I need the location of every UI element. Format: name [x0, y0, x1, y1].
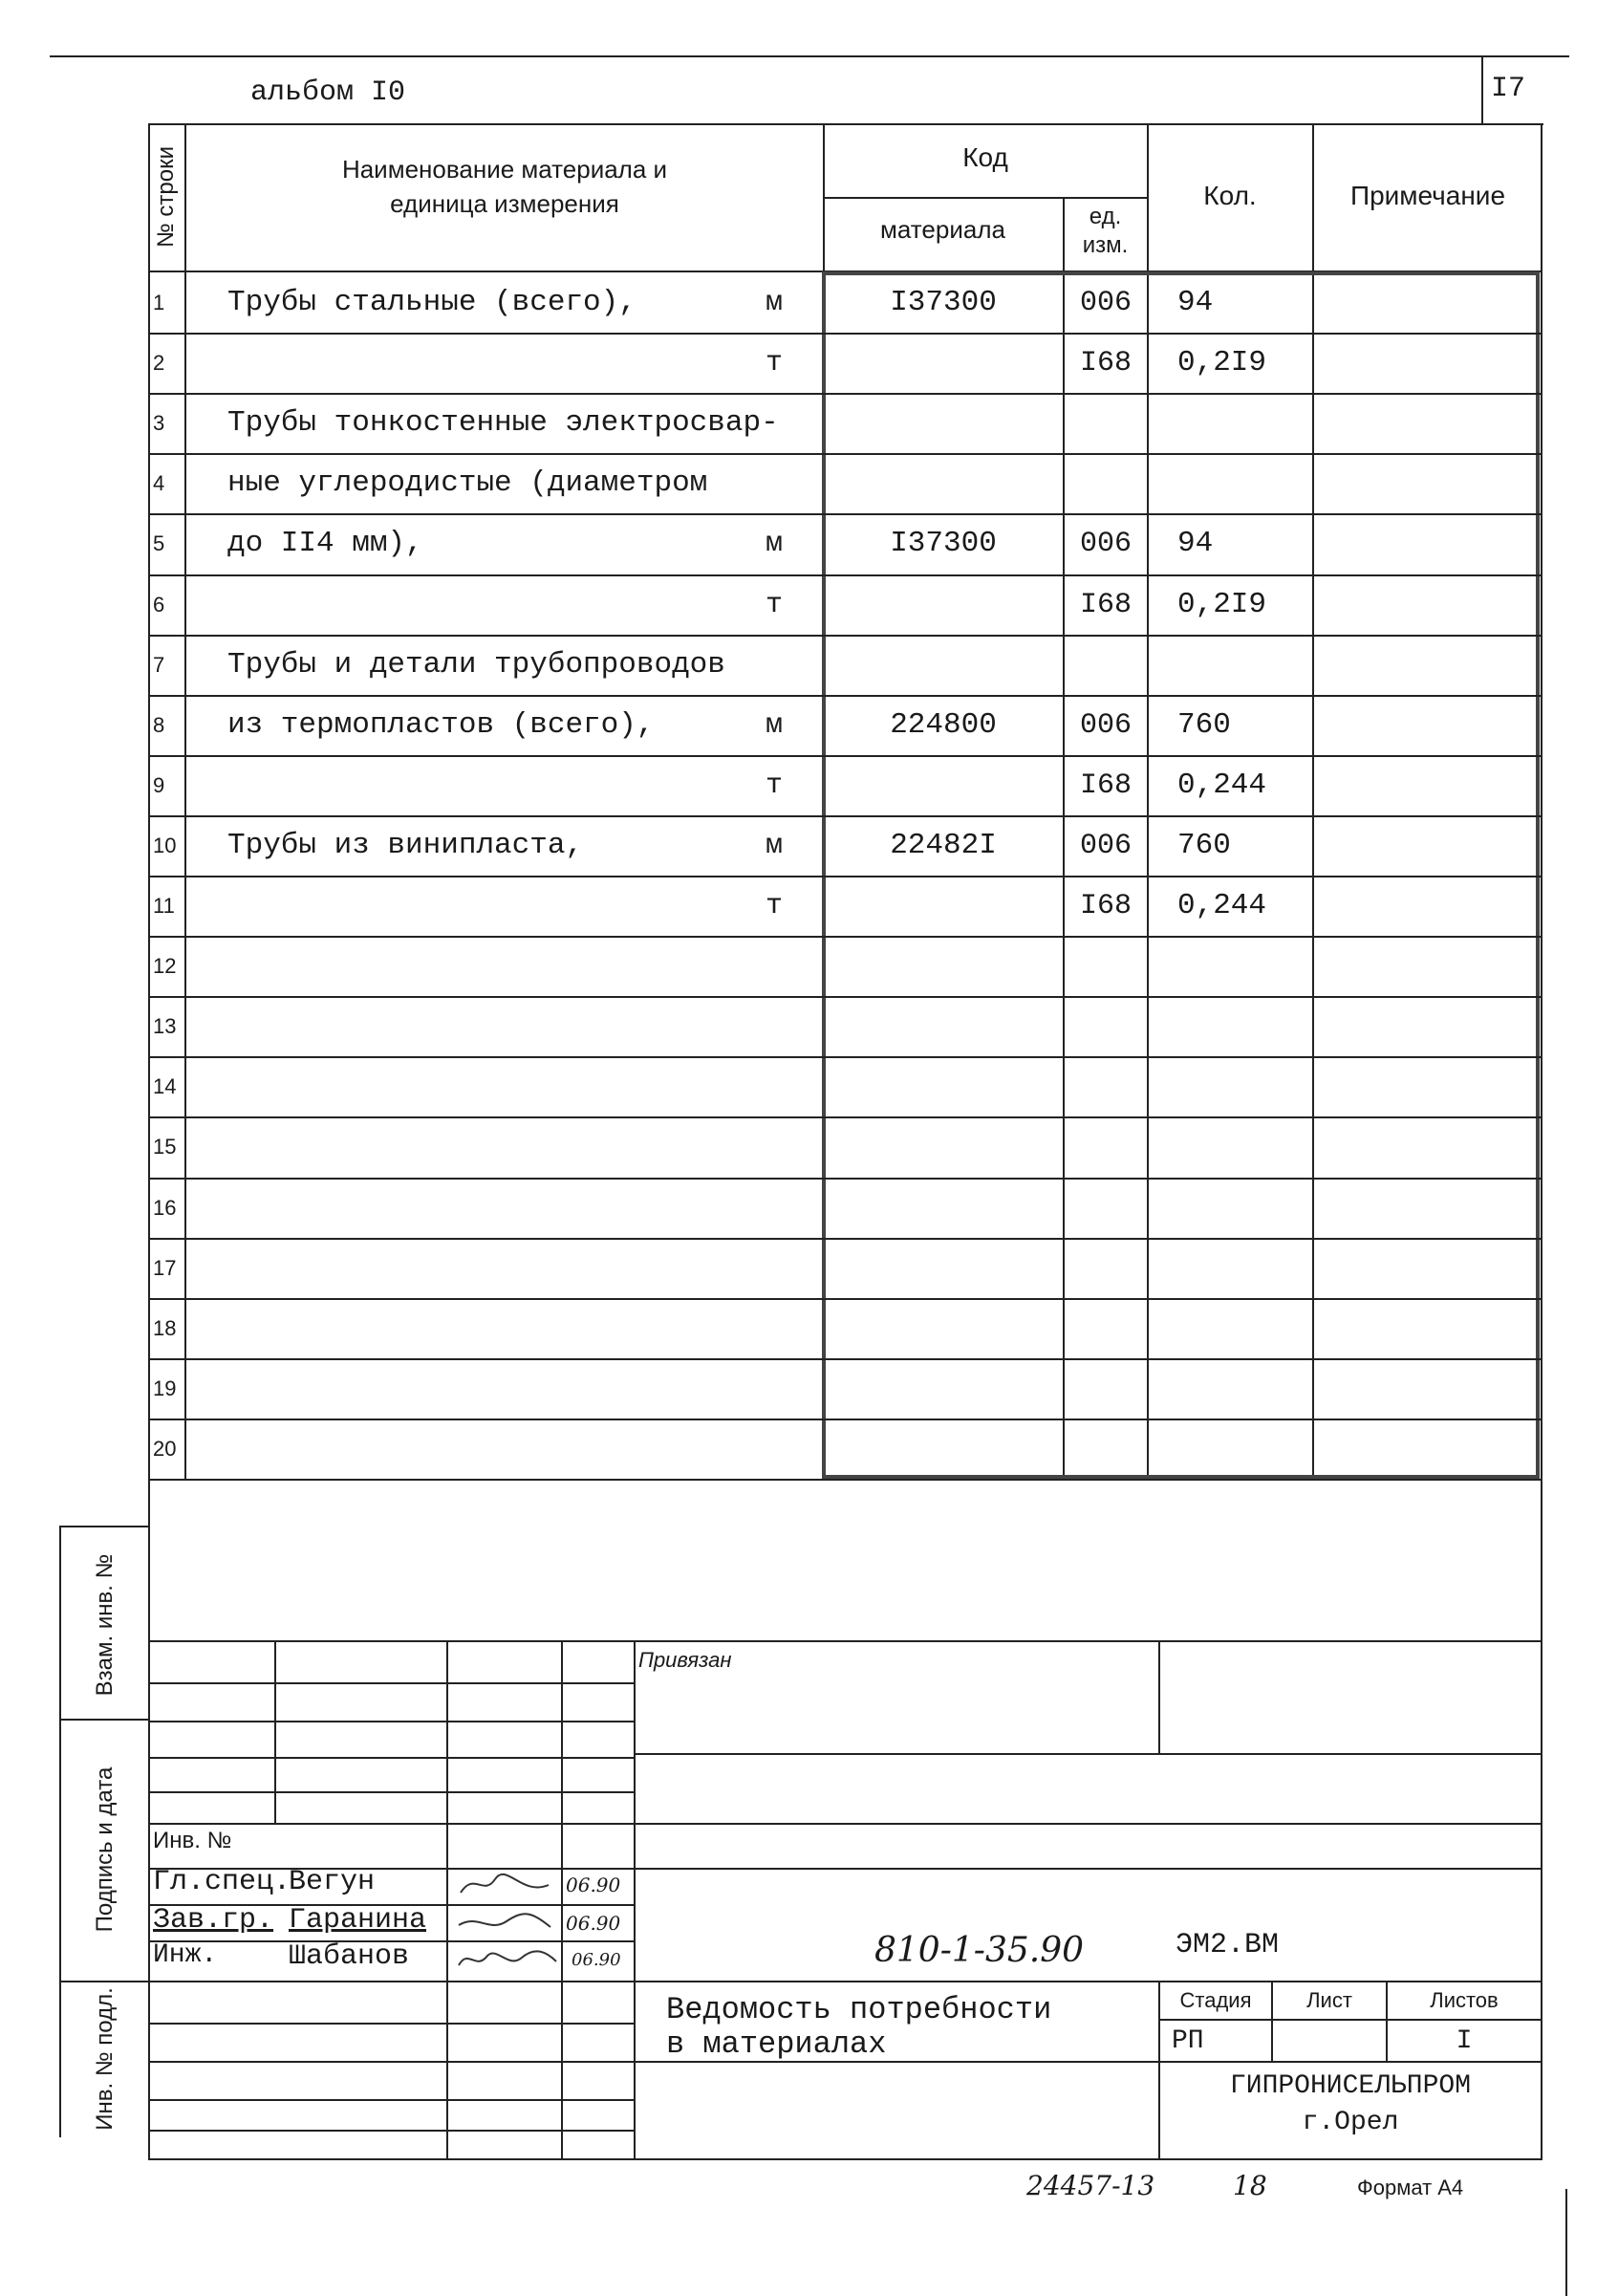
side-label-vzam-inv: Взам. инв. № [92, 1553, 118, 1697]
signer-2-date: 06.90 [566, 1912, 621, 1935]
tb-v3 [561, 1640, 563, 2158]
row-note [1315, 333, 1541, 393]
row-material-name [227, 1419, 744, 1479]
row-unit: т [765, 889, 783, 922]
doc-code: 810-1-35.90 [874, 1931, 1085, 1970]
tb-v4 [634, 1640, 636, 2158]
table-top-border [148, 123, 1543, 125]
row-unit: м [765, 527, 783, 560]
row-unit-code: 006 [1079, 708, 1132, 742]
tb-v2 [446, 1640, 448, 2158]
row-material-code [825, 1238, 1062, 1298]
row-material-name [227, 936, 744, 996]
row-number: 9 [153, 772, 165, 797]
bound-to-label: Привязан [638, 1648, 732, 1672]
sheet-label: Лист [1306, 1988, 1352, 2012]
row-number: 16 [153, 1195, 177, 1220]
row-material-name [227, 755, 744, 815]
row-unit-code [1065, 1056, 1147, 1116]
row-material-code [825, 574, 1062, 635]
row-quantity: 0,2I9 [1177, 588, 1267, 621]
row-material-code: I37300 [890, 527, 997, 560]
row-material-code [825, 1178, 1062, 1238]
row-material-name [227, 1298, 744, 1358]
doc-title-line2: в материалах [666, 2026, 887, 2062]
row-material-name: до II4 мм), [227, 527, 423, 560]
row-quantity: 0,244 [1177, 769, 1267, 802]
row-material-name [227, 1178, 744, 1238]
row-material-name [227, 1056, 744, 1116]
row-number: 10 [153, 833, 177, 857]
stage-value: РП [1172, 2025, 1204, 2056]
row-unit [726, 635, 822, 695]
row-material-code [825, 936, 1062, 996]
row-quantity: 0,2I9 [1177, 346, 1267, 379]
row-note [1315, 815, 1541, 876]
row-note [1315, 1116, 1541, 1177]
row-unit [726, 1419, 822, 1479]
side-label-podpis-data: Подпись и дата [92, 1766, 118, 1933]
tb-h10 [148, 2023, 636, 2025]
row-note [1315, 996, 1541, 1056]
row-unit-code: I68 [1079, 588, 1132, 621]
row-unit-code [1065, 1238, 1147, 1298]
tb-h4 [148, 1791, 636, 1793]
tb-h1 [148, 1682, 636, 1684]
row-quantity [1177, 996, 1311, 1056]
tb-h2 [148, 1721, 636, 1722]
sheet-value [1273, 2021, 1386, 2061]
org-line2: г.Орел [1302, 2107, 1399, 2137]
format-label: Формат А4 [1357, 2176, 1464, 2199]
row-note [1315, 755, 1541, 815]
row-number: 18 [153, 1315, 177, 1340]
row-material-name: Трубы из винипласта, [227, 829, 584, 862]
row-material-code [825, 876, 1062, 936]
signer-1-name: Вегун [289, 1866, 376, 1898]
row-material-name [227, 574, 744, 635]
row-material-code: 224800 [890, 708, 997, 742]
title-block-top [148, 1640, 1542, 1642]
row-unit-code [1065, 393, 1147, 453]
row-unit-code: I68 [1079, 889, 1132, 922]
signer-2-signature [455, 1906, 554, 1940]
header-row-no: № строки [153, 146, 179, 249]
row-note [1315, 453, 1541, 513]
row-quantity [1177, 1358, 1311, 1419]
row-unit [726, 1056, 822, 1116]
page-number-box-left [1481, 55, 1483, 124]
row-number: 15 [153, 1134, 177, 1159]
top-frame-line [50, 55, 1569, 57]
row-quantity [1177, 453, 1311, 513]
row-material-code [825, 755, 1062, 815]
tb-h-bound [634, 1753, 1542, 1755]
row-unit: т [765, 346, 783, 379]
row-unit-code: 006 [1079, 829, 1132, 862]
row-number: 20 [153, 1436, 177, 1461]
archive-number: 24457-13 [1026, 2170, 1155, 2201]
row-material-name [227, 1116, 744, 1177]
row-unit-code [1065, 1116, 1147, 1177]
doc-mark: ЭМ2.ВМ [1176, 1929, 1280, 1961]
row-number: 7 [153, 652, 165, 677]
frame-left-border [148, 123, 150, 2159]
header-material: материала [880, 214, 1005, 244]
org-line1: ГИПРОНИСЕЛЬПРОМ [1229, 2070, 1472, 2101]
row-material-code: I37300 [890, 286, 997, 319]
row-number: 2 [153, 350, 165, 375]
row-unit [726, 1116, 822, 1177]
header-code: Код [962, 142, 1008, 172]
row-note [1315, 876, 1541, 936]
row-note [1315, 1178, 1541, 1238]
row-note [1315, 393, 1541, 453]
right-edge-line [1565, 2189, 1567, 2296]
row-unit: м [765, 286, 783, 319]
row-unit-code [1065, 1358, 1147, 1419]
row-quantity [1177, 936, 1311, 996]
stage-label: Стадия [1179, 1988, 1252, 2012]
row-note [1315, 695, 1541, 755]
side-label-inv-podl: Инв. № подл. [92, 1987, 118, 2131]
doc-title-line1: Ведомость потребности [666, 1992, 1052, 2027]
row-quantity [1177, 1116, 1311, 1177]
header-unit-2: изм. [1082, 232, 1129, 258]
row-unit: т [765, 588, 783, 621]
signer-2-role: Зав.гр. [153, 1904, 274, 1937]
row-unit-code [1065, 936, 1147, 996]
row-note [1315, 1358, 1541, 1419]
row-number: 11 [153, 893, 175, 918]
row-quantity [1177, 1056, 1311, 1116]
frame-bottom-border [148, 2158, 1542, 2160]
row-material-name: ные углеродистые (диаметром [227, 466, 708, 500]
side-strip-left [59, 1526, 61, 2137]
row-number: 19 [153, 1375, 177, 1400]
row-note [1315, 1298, 1541, 1358]
footer-page: 18 [1233, 2170, 1267, 2201]
frame-right-border [1541, 123, 1542, 2159]
header-name-line2: единица измерения [390, 188, 619, 218]
row-unit-code [1065, 1298, 1147, 1358]
row-material-code [825, 1358, 1062, 1419]
row-material-code [825, 453, 1062, 513]
row-material-code [825, 996, 1062, 1056]
row-number: 8 [153, 712, 165, 737]
row-unit [726, 1238, 822, 1298]
row-number: 1 [153, 290, 165, 314]
row-unit-code: 006 [1079, 527, 1132, 560]
signer-1-role: Гл.спец. [153, 1866, 291, 1898]
tb-v-bound [1158, 1640, 1160, 1753]
signer-3-name: Шабанов [289, 1940, 410, 1973]
row-material-code [825, 1056, 1062, 1116]
header-note: Примечание [1349, 181, 1506, 210]
row-material-code [825, 1298, 1062, 1358]
row-material-code [825, 1116, 1062, 1177]
header-unit-1: ед. [1089, 204, 1122, 229]
sheets-value: I [1456, 2025, 1473, 2056]
row-unit: м [765, 829, 783, 862]
row-unit: т [765, 769, 783, 802]
row-material-name [227, 333, 744, 393]
row-note [1315, 1056, 1541, 1116]
signer-2-name: Гаранина [289, 1904, 427, 1937]
album-label: альбом I0 [250, 76, 406, 109]
signer-1-signature [455, 1868, 554, 1902]
row-unit-code [1065, 1419, 1147, 1479]
row-note [1315, 513, 1541, 574]
row-unit [726, 453, 822, 513]
row-number: 17 [153, 1255, 177, 1280]
row-number: 5 [153, 531, 165, 555]
row-unit [726, 1298, 822, 1358]
row-material-name: Трубы тонкостенные электросвар- [227, 406, 779, 440]
row-quantity [1177, 1298, 1311, 1358]
header-name-line1: Наименование материала и [341, 154, 668, 184]
row-material-name [227, 1238, 744, 1298]
signer-3-date: 06.90 [572, 1950, 621, 1970]
row-material-code [825, 635, 1062, 695]
row-unit-code [1065, 1178, 1147, 1238]
row-material-code [825, 1419, 1062, 1479]
row-quantity: 0,244 [1177, 889, 1267, 922]
row-number: 4 [153, 470, 165, 495]
row-material-code [825, 333, 1062, 393]
row-number: 12 [153, 953, 177, 978]
tb-h12 [148, 2099, 636, 2101]
header-qty: Кол. [1203, 181, 1257, 210]
row-note [1315, 272, 1541, 333]
row-number: 13 [153, 1013, 177, 1038]
page-number: I7 [1491, 73, 1526, 105]
row-quantity [1177, 1238, 1311, 1298]
row-note [1315, 1419, 1541, 1479]
row-quantity: 760 [1177, 708, 1231, 742]
row-quantity [1177, 1178, 1311, 1238]
row-material-code: 22482I [890, 829, 997, 862]
sheets-label: Листов [1430, 1988, 1499, 2012]
row-material-name: Трубы стальные (всего), [227, 286, 636, 319]
row-quantity [1177, 635, 1311, 695]
row-material-name [227, 1358, 744, 1419]
row-quantity: 94 [1177, 286, 1214, 319]
row-number: 6 [153, 592, 165, 617]
row-unit [726, 393, 822, 453]
row-unit-code: 006 [1079, 286, 1132, 319]
row-unit [726, 1358, 822, 1419]
row-material-name [227, 996, 744, 1056]
row-unit: м [765, 708, 783, 742]
row-unit-code [1065, 996, 1147, 1056]
row-quantity [1177, 393, 1311, 453]
tb-h13 [148, 2130, 636, 2132]
row-number: 14 [153, 1073, 177, 1098]
row-material-code [825, 393, 1062, 453]
inv-no-label: Инв. № [153, 1828, 232, 1853]
row-unit [726, 1178, 822, 1238]
row-material-name [227, 876, 744, 936]
tb-v1-upper [274, 1640, 276, 1823]
row-unit [726, 936, 822, 996]
row-quantity [1177, 1419, 1311, 1479]
tb-h3 [148, 1757, 636, 1759]
code-subheader-line [823, 197, 1149, 199]
signer-3-signature [455, 1942, 560, 1977]
row-unit-code [1065, 453, 1147, 513]
row-note [1315, 635, 1541, 695]
row-unit-code: I68 [1079, 769, 1132, 802]
row-note [1315, 936, 1541, 996]
row-quantity: 760 [1177, 829, 1231, 862]
row-note [1315, 1238, 1541, 1298]
signer-3-role: Инж. [153, 1940, 218, 1970]
signer-1-date: 06.90 [566, 1874, 621, 1896]
tb-h5 [148, 1823, 1542, 1825]
row-divider [148, 1479, 1542, 1481]
row-quantity: 94 [1177, 527, 1214, 560]
row-number: 3 [153, 410, 165, 435]
row-unit [726, 996, 822, 1056]
row-note [1315, 574, 1541, 635]
col-divider-no [184, 123, 186, 1479]
row-material-name: из термопластов (всего), [227, 708, 655, 742]
row-unit-code [1065, 635, 1147, 695]
row-material-name: Трубы и детали трубопроводов [227, 648, 725, 682]
row-unit-code: I68 [1079, 346, 1132, 379]
